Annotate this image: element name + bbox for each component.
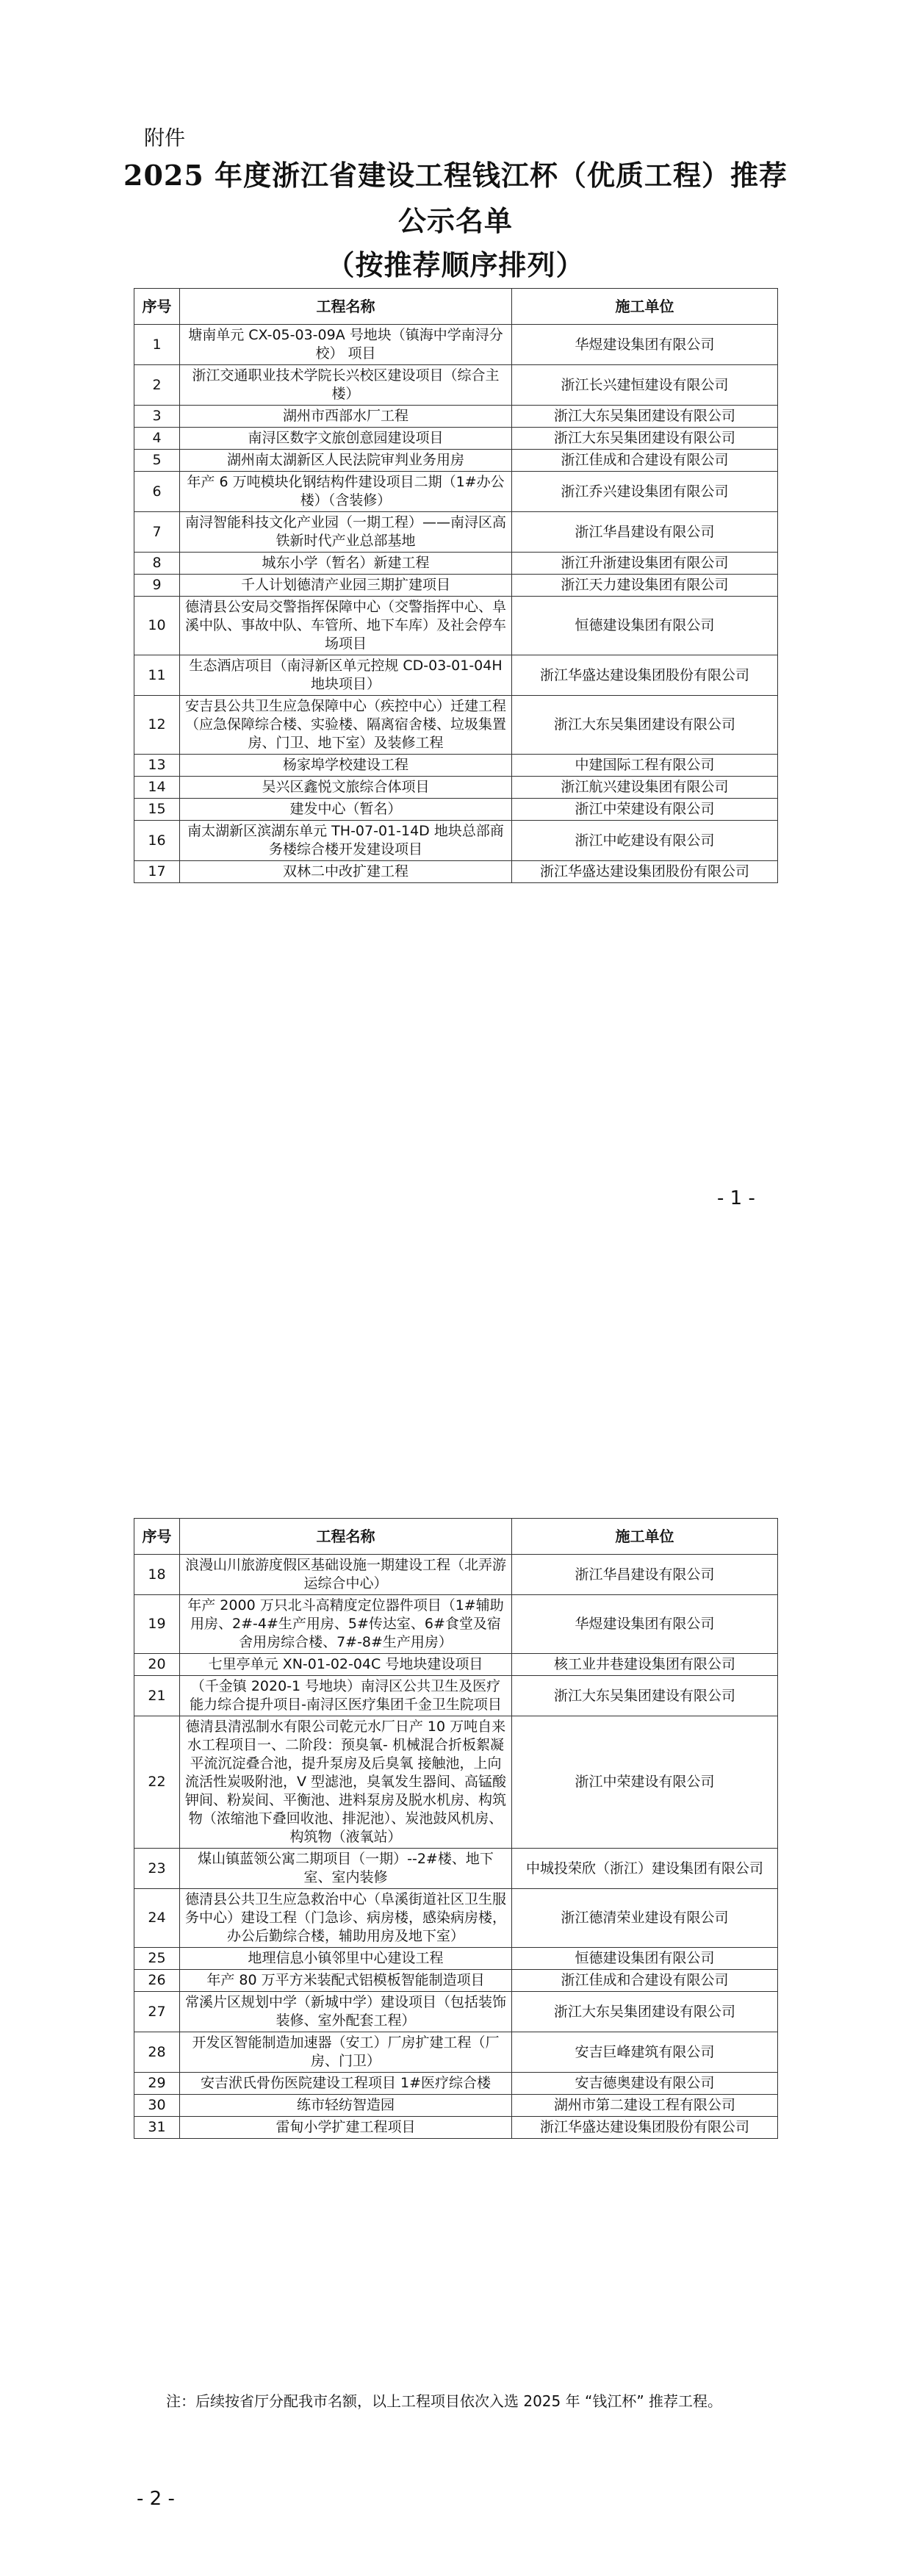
cell-construction-unit: 浙江大东吴集团建设有限公司: [512, 696, 778, 755]
cell-project-name: 安吉县公共卫生应急保障中心（疾控中心）迁建工程（应急保障综合楼、实验楼、隔离宿舍楼、垃圾集置房、门卫、地下室）及装修工程: [180, 696, 512, 755]
header-construction-unit: 施工单位: [512, 289, 778, 325]
table-row: [134, 1849, 778, 1889]
cell-seq: 25: [134, 1948, 180, 1970]
cell-seq: 26: [134, 1970, 180, 1992]
table-row: [134, 472, 778, 512]
table-row: [134, 1555, 778, 1595]
cell-construction-unit: 浙江中荣建设有限公司: [512, 799, 778, 821]
page-number-1: - 1 -: [717, 1187, 755, 1209]
cell-project-name: 建发中心（暂名）: [180, 799, 512, 821]
table-row: [134, 696, 778, 755]
cell-project-name: 七里亭单元 XN-01-02-04C 号地块建设项目: [180, 1654, 512, 1676]
header-seq: 序号: [134, 1519, 180, 1555]
table-row: [134, 428, 778, 450]
cell-construction-unit: 浙江华盛达建设集团股份有限公司: [512, 2117, 778, 2139]
cell-project-name: 南浔区数字文旅创意园建设项目: [180, 428, 512, 450]
cell-construction-unit: 浙江华盛达建设集团股份有限公司: [512, 861, 778, 883]
table-row: [134, 1654, 778, 1676]
cell-seq: 28: [134, 2032, 180, 2073]
cell-project-name: 德清县公安局交警指挥保障中心（交警指挥中心、阜溪中队、事故中队、车管所、地下车库）及社会停车场项目: [180, 597, 512, 655]
table-header-row: [134, 1519, 778, 1555]
cell-construction-unit: 浙江大东吴集团建设有限公司: [512, 1676, 778, 1716]
table-row: [134, 2032, 778, 2073]
cell-project-name: 浙江交通职业技术学院长兴校区建设项目（综合主楼）: [180, 365, 512, 406]
table-row: [134, 655, 778, 696]
cell-construction-unit: 浙江升浙建设集团有限公司: [512, 553, 778, 575]
cell-construction-unit: 核工业井巷建设集团有限公司: [512, 1654, 778, 1676]
cell-project-name: 湖州市西部水厂工程: [180, 406, 512, 428]
page-number-2: - 2 -: [137, 2488, 175, 2510]
cell-construction-unit: 浙江中屹建设有限公司: [512, 821, 778, 861]
cell-seq: 14: [134, 777, 180, 799]
table-row: [134, 450, 778, 472]
cell-project-name: 常溪片区规划中学（新城中学）建设项目（包括装饰装修、室外配套工程）: [180, 1992, 512, 2032]
document-title-line3: （按推荐顺序排列）: [326, 248, 585, 281]
cell-seq: 21: [134, 1676, 180, 1716]
table-row: [134, 575, 778, 597]
cell-project-name: 年产 2000 万只北斗高精度定位器件项目（1#辅助用房、2#-4#生产用房、5#传达室、6#食堂及宿舍用房综合楼、7#-8#生产用房）: [180, 1595, 512, 1654]
table-row: [134, 512, 778, 553]
cell-seq: 1: [134, 325, 180, 365]
cell-construction-unit: 浙江德清荣业建设有限公司: [512, 1889, 778, 1948]
cell-seq: 15: [134, 799, 180, 821]
project-table-page1: [134, 288, 778, 883]
cell-seq: 10: [134, 597, 180, 655]
table-row: [134, 861, 778, 883]
table-row: [134, 821, 778, 861]
table-body-page1: [134, 325, 778, 883]
table-row: [134, 2117, 778, 2139]
cell-seq: 22: [134, 1716, 180, 1849]
table-row: [134, 365, 778, 406]
table-row: [134, 799, 778, 821]
cell-seq: 27: [134, 1992, 180, 2032]
cell-project-name: 吴兴区鑫悦文旅综合体项目: [180, 777, 512, 799]
cell-seq: 7: [134, 512, 180, 553]
cell-seq: 2: [134, 365, 180, 406]
cell-construction-unit: 浙江中荣建设有限公司: [512, 1716, 778, 1849]
footnote: 注：后续按省厅分配我市名额，以上工程项目依次入选 2025 年 “钱江杯” 推荐工程。: [166, 2392, 723, 2410]
header-project-name: 工程名称: [180, 289, 512, 325]
table-row: [134, 325, 778, 365]
cell-construction-unit: 浙江长兴建恒建设有限公司: [512, 365, 778, 406]
cell-construction-unit: 浙江华盛达建设集团股份有限公司: [512, 655, 778, 696]
cell-project-name: 雷甸小学扩建工程项目: [180, 2117, 512, 2139]
project-table-page2: [134, 1518, 778, 2139]
cell-construction-unit: 浙江华昌建设有限公司: [512, 1555, 778, 1595]
cell-construction-unit: 湖州市第二建设工程有限公司: [512, 2095, 778, 2117]
header-construction-unit: 施工单位: [512, 1519, 778, 1555]
cell-construction-unit: 恒德建设集团有限公司: [512, 1948, 778, 1970]
cell-project-name: 德清县公共卫生应急救治中心（阜溪街道社区卫生服务中心）建设工程（门急诊、病房楼，感染病房楼，办公后勤综合楼，辅助用房及地下室）: [180, 1889, 512, 1948]
cell-project-name: 浪漫山川旅游度假区基础设施一期建设工程（北弄游运综合中心）: [180, 1555, 512, 1595]
cell-seq: 19: [134, 1595, 180, 1654]
cell-construction-unit: 恒德建设集团有限公司: [512, 597, 778, 655]
table-row: [134, 1948, 778, 1970]
cell-seq: 8: [134, 553, 180, 575]
cell-seq: 5: [134, 450, 180, 472]
cell-seq: 17: [134, 861, 180, 883]
table-header-row: [134, 289, 778, 325]
cell-project-name: 年产 80 万平方米装配式铝模板智能制造项目: [180, 1970, 512, 1992]
cell-construction-unit: 华煜建设集团有限公司: [512, 1595, 778, 1654]
document-title-line2: 公示名单: [397, 204, 513, 237]
cell-construction-unit: 安吉巨峰建筑有限公司: [512, 2032, 778, 2073]
cell-project-name: 塘南单元 CX-05-03-09A 号地块（镇海中学南浔分校） 项目: [180, 325, 512, 365]
cell-seq: 23: [134, 1849, 180, 1889]
cell-project-name: 德清县清泓制水有限公司乾元水厂日产 10 万吨自来水工程项目一、二阶段：预臭氧- 机械混合折板絮凝平流沉淀叠合池，提升泵房及后臭氧 接触池，上向流活性炭吸附池，V 型滤池，臭氧发生器间、高锰酸钾间、粉炭间、平衡池、进料泵房及脱水机房、构筑物（浓缩池下叠回收池、排泥池）、炭池鼓风机房、构筑物（液氧站）: [180, 1716, 512, 1849]
attachment-label: 附件: [144, 126, 186, 150]
cell-project-name: 地理信息小镇邻里中心建设工程: [180, 1948, 512, 1970]
cell-seq: 3: [134, 406, 180, 428]
cell-construction-unit: 中城投荣欣（浙江）建设集团有限公司: [512, 1849, 778, 1889]
cell-project-name: 开发区智能制造加速器（安工）厂房扩建工程（厂房、门卫）: [180, 2032, 512, 2073]
cell-seq: 12: [134, 696, 180, 755]
table-body-page2: [134, 1555, 778, 2139]
cell-seq: 24: [134, 1889, 180, 1948]
cell-project-name: 城东小学（暂名）新建工程: [180, 553, 512, 575]
table-row: [134, 755, 778, 777]
cell-construction-unit: 华煜建设集团有限公司: [512, 325, 778, 365]
cell-construction-unit: 浙江乔兴建设集团有限公司: [512, 472, 778, 512]
cell-project-name: 南太湖新区滨湖东单元 TH-07-01-14D 地块总部商务楼综合楼开发建设项目: [180, 821, 512, 861]
table-row: [134, 777, 778, 799]
cell-seq: 31: [134, 2117, 180, 2139]
table-row: [134, 1676, 778, 1716]
table-row: [134, 1716, 778, 1849]
table-row: [134, 1595, 778, 1654]
cell-construction-unit: 浙江大东吴集团建设有限公司: [512, 1992, 778, 2032]
cell-seq: 29: [134, 2073, 180, 2095]
cell-seq: 9: [134, 575, 180, 597]
cell-seq: 16: [134, 821, 180, 861]
cell-project-name: 安吉洑氏骨伤医院建设工程项目 1#医疗综合楼: [180, 2073, 512, 2095]
cell-construction-unit: 浙江佳成和合建设有限公司: [512, 1970, 778, 1992]
header-seq: 序号: [134, 289, 180, 325]
cell-construction-unit: 中建国际工程有限公司: [512, 755, 778, 777]
cell-construction-unit: 浙江华昌建设有限公司: [512, 512, 778, 553]
cell-project-name: 千人计划德清产业园三期扩建项目: [180, 575, 512, 597]
cell-construction-unit: 浙江天力建设集团有限公司: [512, 575, 778, 597]
cell-seq: 18: [134, 1555, 180, 1595]
cell-construction-unit: 浙江大东吴集团建设有限公司: [512, 406, 778, 428]
table-row: [134, 597, 778, 655]
table-row: [134, 1889, 778, 1948]
cell-construction-unit: 浙江大东吴集团建设有限公司: [512, 428, 778, 450]
cell-seq: 20: [134, 1654, 180, 1676]
cell-construction-unit: 安吉德奥建设有限公司: [512, 2073, 778, 2095]
table-row: [134, 553, 778, 575]
cell-project-name: 煤山镇蓝领公寓二期项目（一期）--2#楼、地下室、室内装修: [180, 1849, 512, 1889]
cell-project-name: 湖州南太湖新区人民法院审判业务用房: [180, 450, 512, 472]
cell-project-name: 双林二中改扩建工程: [180, 861, 512, 883]
cell-seq: 4: [134, 428, 180, 450]
document-title-line1: 2025 年度浙江省建设工程钱江杯（优质工程）推荐: [123, 159, 788, 192]
header-project-name: 工程名称: [180, 1519, 512, 1555]
cell-seq: 30: [134, 2095, 180, 2117]
cell-project-name: （千金镇 2020-1 号地块）南浔区公共卫生及医疗能力综合提升项目-南浔区医疗集团千金卫生院项目: [180, 1676, 512, 1716]
cell-seq: 13: [134, 755, 180, 777]
cell-project-name: 年产 6 万吨模块化钢结构件建设项目二期（1#办公楼）（含装修）: [180, 472, 512, 512]
cell-seq: 11: [134, 655, 180, 696]
cell-project-name: 南浔智能科技文化产业园（一期工程）——南浔区高铁新时代产业总部基地: [180, 512, 512, 553]
cell-project-name: 生态酒店项目（南浔新区单元控规 CD-03-01-04H 地块项目）: [180, 655, 512, 696]
cell-project-name: 练市轻纺智造园: [180, 2095, 512, 2117]
cell-seq: 6: [134, 472, 180, 512]
table-row: [134, 2095, 778, 2117]
cell-construction-unit: 浙江佳成和合建设有限公司: [512, 450, 778, 472]
table-row: [134, 406, 778, 428]
table-row: [134, 2073, 778, 2095]
table-row: [134, 1970, 778, 1992]
cell-project-name: 杨家埠学校建设工程: [180, 755, 512, 777]
cell-construction-unit: 浙江航兴建设集团有限公司: [512, 777, 778, 799]
table-row: [134, 1992, 778, 2032]
